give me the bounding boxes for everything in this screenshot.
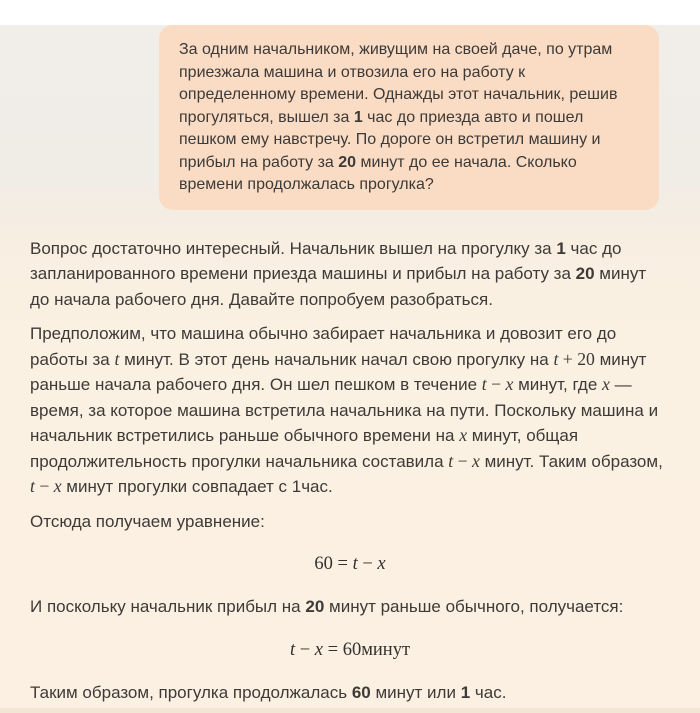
bold-number: 20: [338, 153, 357, 171]
math-var: x: [505, 374, 514, 394]
text-segment: минут. В этот день начальник начал свою прогулку на: [119, 349, 554, 369]
math-var: t: [352, 554, 358, 574]
assistant-response: [0, 236, 700, 706]
text-segment: час до приезда авто и пошел пешком ему навстречу. По дороге он встретил машину и прибыл на работу за: [179, 108, 601, 171]
chat-page: [0, 25, 700, 713]
math-var: x: [602, 374, 610, 394]
bold-number: 60: [351, 682, 371, 702]
user-message-bubble: [159, 25, 659, 210]
text-segment: минут. Таким образом,: [479, 451, 663, 471]
bold-number: 20: [575, 264, 595, 283]
math-var: x: [472, 450, 480, 471]
math-var: t: [30, 476, 35, 496]
text-segment: минут до ее начала. Сколько времени продолжалась прогулка?: [179, 153, 577, 193]
math-var: x: [377, 554, 386, 574]
text-segment: И поскольку начальник прибыл на: [30, 597, 306, 616]
text-segment: минут до начала рабочего дня. Давайте попробуем разобраться.: [30, 264, 647, 309]
text-segment: минут прогулки совпадает с 1час.: [61, 477, 333, 496]
assistant-paragraph-conclusion-lead: [30, 594, 670, 620]
text-segment: минут, где: [513, 375, 603, 394]
text-segment: минут раньше обычного, получается:: [324, 597, 624, 616]
text-segment: минут раньше начала рабочего дня. Он шел пешком в течение: [30, 349, 647, 394]
bold-number: 1: [460, 682, 471, 702]
math-operator: −: [34, 476, 54, 496]
math-number: 60 =: [314, 554, 353, 574]
text-segment: минут, общая продолжительность прогулки начальника составила: [30, 426, 579, 471]
equation-2: [30, 637, 670, 663]
text-segment: час.: [470, 682, 507, 702]
math-var: x: [459, 425, 468, 445]
math-operator: −: [295, 639, 315, 660]
math-var: t: [114, 348, 120, 369]
math-var: t: [481, 374, 487, 394]
math-operator: −: [453, 450, 473, 471]
text-segment: минут или: [370, 682, 461, 702]
bold-number: 1: [353, 108, 363, 126]
math-var: t: [448, 450, 454, 471]
text-segment: Таким образом, прогулка продолжалась: [30, 682, 352, 702]
math-number: 60минут: [342, 639, 411, 660]
text-segment: — время, за которое машина встретила начальника на пути. Поскольку машина и начальник встретились раньше обычного времени на: [30, 375, 659, 445]
assistant-paragraph-equation-lead: [30, 509, 670, 535]
math-var: x: [53, 476, 62, 496]
math-operator: + 20: [558, 348, 595, 369]
math-operator: −: [486, 374, 506, 394]
text-segment: Вопрос достаточно интересный. Начальник вышел на прогулку за: [30, 238, 557, 258]
math-var: t: [553, 348, 559, 369]
math-var: t: [289, 639, 296, 660]
bold-number: 20: [305, 597, 325, 616]
assistant-paragraph-intro: [30, 236, 670, 313]
assistant-paragraph-final-answer: [30, 680, 670, 706]
text-segment: Отсюда получаем уравнение:: [30, 511, 265, 531]
equation-1: [30, 551, 670, 577]
text-segment: Предположим, что машина обычно забирает начальника и довозит его до работы за: [30, 324, 617, 369]
math-operator: =: [323, 639, 343, 660]
text-segment: час до запланированного времени приезда машины и прибыл на работу за: [30, 238, 622, 283]
text-segment: За одним начальником, живущим на своей даче, по утрам приезжала машина и отвозила его на работу к определенному времени. Однажды этот начальник, решив прогуляться, вышел за: [179, 41, 618, 126]
math-operator: −: [357, 554, 378, 574]
assistant-paragraph-reasoning: [30, 321, 670, 500]
bottom-edge: [0, 708, 700, 713]
bold-number: 1: [556, 238, 566, 258]
math-var: x: [314, 639, 323, 660]
